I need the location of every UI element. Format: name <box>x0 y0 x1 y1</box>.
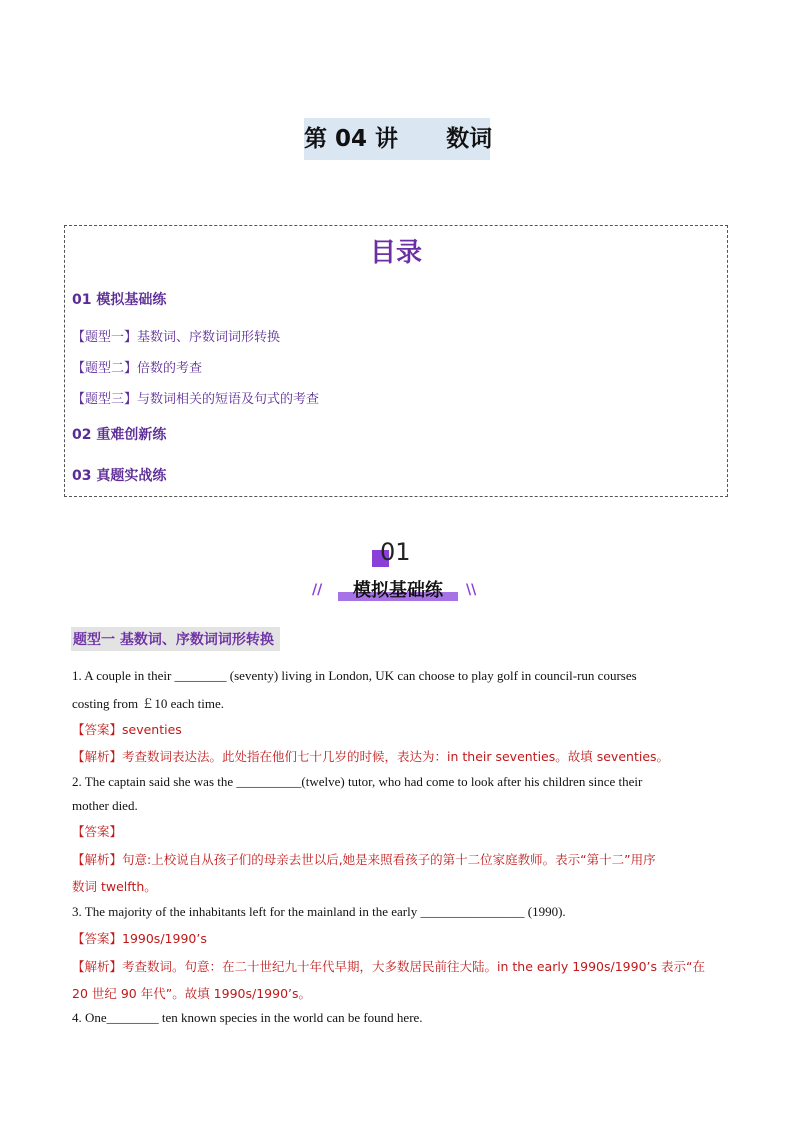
section-number <box>360 538 440 572</box>
toc-section-3[interactable]: 03 真题实战练 <box>72 468 167 484</box>
toc-section-1[interactable]: 01 模拟基础练 <box>72 292 167 308</box>
section-title-text: 模拟基础练 <box>353 580 443 601</box>
slash-left-decor: // <box>312 582 323 598</box>
section-title <box>312 574 484 604</box>
toc-item-type-1[interactable]: 【题型一】基数词、序数词词形转换 <box>72 330 281 345</box>
question-type-heading: 题型一 基数词、序数词词形转换 <box>71 627 280 651</box>
explanation-3-line-1: 【解析】考查数词。句意：在二十世纪九十年代早期，大多数居民前往大陆。in the early 1990s/1990’s 表示“在 <box>72 959 705 974</box>
question-2-line-2: mother died. <box>72 798 138 813</box>
toc-heading: 目录 <box>369 238 422 268</box>
section-number-text: 01 <box>380 538 411 566</box>
table-of-contents <box>64 225 728 497</box>
answer-3: 【答案】1990s/1990’s <box>72 931 207 946</box>
explanation-2-line-2: 数词 twelfth。 <box>72 879 157 894</box>
explanation-2-line-1: 【解析】句意:上校说自从孩子们的母亲去世以后,她是来照看孩子的第十二位家庭教师。表示“第十二”用序 <box>72 852 656 867</box>
question-1-line-2: costing from ￡10 each time. <box>72 696 224 711</box>
explanation-3-line-2: 20 世纪 90 年代”。故填 1990s/1990’s。 <box>72 986 312 1001</box>
answer-1: 【答案】seventies <box>72 722 182 737</box>
answer-2: 【答案】 <box>72 824 123 839</box>
page-title: 第 04 讲 数词 <box>304 118 490 160</box>
question-3: 3. The majority of the inhabitants left for the mainland in the early ________________ (1990). <box>72 904 566 919</box>
toc-section-2[interactable]: 02 重难创新练 <box>72 427 167 443</box>
explanation-1: 【解析】考查数词表达法。此处指在他们七十几岁的时候，表达为：in their seventies。故填 seventies。 <box>72 749 670 764</box>
question-4: 4. One________ ten known species in the world can be found here. <box>72 1010 423 1025</box>
slash-right-decor: \\ <box>466 582 477 598</box>
question-2-line-1: 2. The captain said she was the __________(twelve) tutor, who had come to look after his children since their <box>72 774 643 789</box>
toc-item-type-2[interactable]: 【题型二】倍数的考查 <box>72 361 203 376</box>
toc-item-type-3[interactable]: 【题型三】与数词相关的短语及句式的考查 <box>72 392 320 407</box>
question-1-line-1: 1. A couple in their ________ (seventy) living in London, UK can choose to play golf in council-run courses <box>72 668 637 683</box>
